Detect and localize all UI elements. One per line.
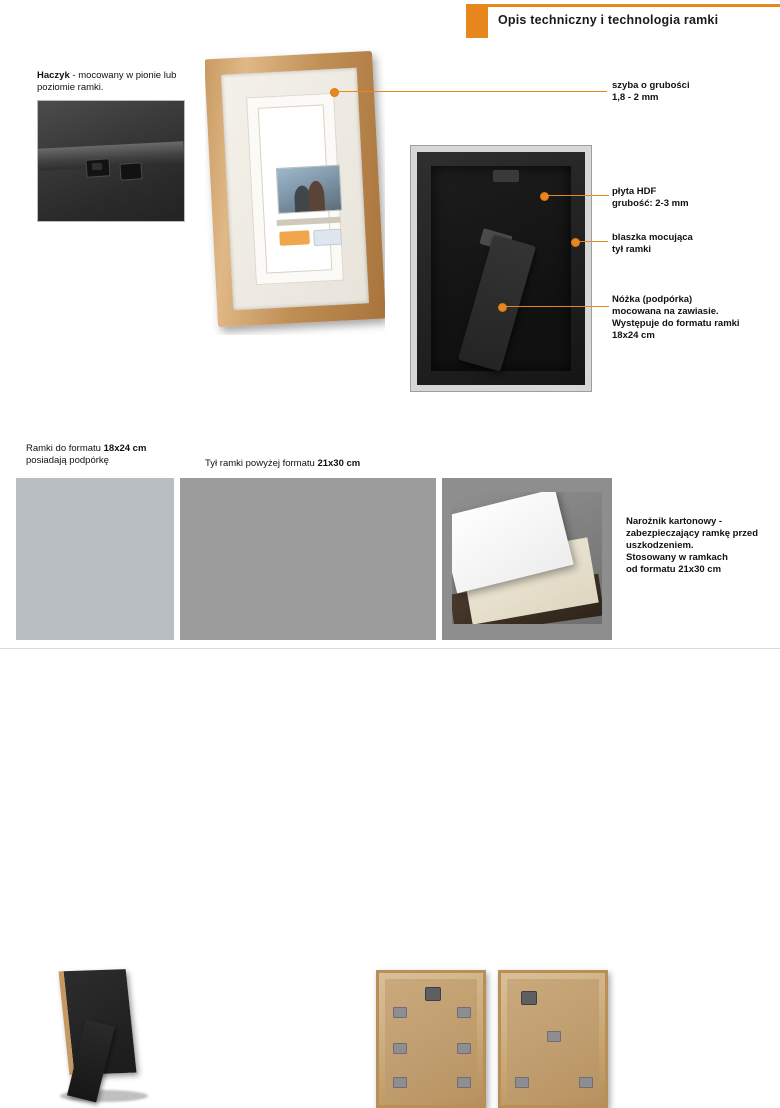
frame-back-moulding <box>417 152 585 385</box>
inserted-photo <box>276 165 342 214</box>
corner-annotation <box>626 516 776 576</box>
leg-annotation-line1: Nóżka (podpórka) <box>612 294 693 305</box>
photo-badge-gray <box>313 229 342 246</box>
clip-left-6 <box>457 1077 471 1088</box>
back-caption-format: 21x30 cm <box>317 458 361 469</box>
frame-moulding <box>205 51 385 327</box>
clip-left-5 <box>393 1077 407 1088</box>
hanger-right <box>521 991 537 1005</box>
plate-callout-dot <box>571 238 580 247</box>
frame-back-photo <box>410 145 592 392</box>
clip-right-2 <box>515 1077 529 1088</box>
corner-protector-photo <box>452 492 602 624</box>
glass-annotation <box>612 80 762 104</box>
glass-callout-line <box>337 91 607 92</box>
page-title: Opis techniczny i technologia ramki <box>498 13 719 27</box>
mounting-plate <box>493 170 519 182</box>
hdf-callout-line <box>547 195 609 196</box>
photo-caption-line <box>277 217 341 226</box>
leg-callout-dot <box>498 303 507 312</box>
plate-annotation-line2: tył ramki <box>612 244 652 255</box>
plate-callout-line <box>578 241 608 242</box>
photo-badge-orange <box>279 230 310 246</box>
hdf-annotation-line2: grubość: 2-3 mm <box>612 198 689 209</box>
hook-annotation-rest: - mocowany w pionie lub poziomie ramki. <box>37 70 177 93</box>
easel-caption-line1 <box>26 443 196 455</box>
leg-annotation-line2: mocowana na zawiasie. <box>612 306 719 317</box>
hook-rail <box>38 141 185 171</box>
leg-annotation <box>612 294 772 342</box>
leg-annotation-line4: 18x24 cm <box>612 330 655 341</box>
clip-left-3 <box>393 1043 407 1054</box>
clip-left-4 <box>457 1043 471 1054</box>
clip-left-2 <box>457 1007 471 1018</box>
plate-annotation <box>612 232 762 256</box>
glass-annotation-line2: 1,8 - 2 mm <box>612 92 659 103</box>
hanger-left <box>425 987 441 1001</box>
back-caption <box>205 458 445 470</box>
hdf-annotation <box>612 186 762 210</box>
easel-caption-format: 18x24 cm <box>103 443 147 454</box>
back-caption-line1 <box>205 458 445 470</box>
clip-right-1 <box>547 1031 561 1042</box>
wooden-frame-photo <box>205 45 385 335</box>
corner-annotation-line4: Stosowany w ramkach <box>626 552 728 563</box>
frame-glass <box>221 68 369 311</box>
hook-photo <box>37 100 185 222</box>
hook-annotation-bold: Haczyk <box>37 70 70 81</box>
leg-annotation-line3: Występuje do formatu ramki <box>612 318 740 329</box>
bottom-divider <box>0 648 780 649</box>
easel-caption-line1-a: Ramki do formatu <box>26 443 104 454</box>
hook-slot <box>92 163 102 170</box>
hdf-callout-dot <box>540 192 549 201</box>
easel-photo <box>16 478 174 640</box>
glass-annotation-line1: szyba o grubości <box>612 80 690 91</box>
easel-caption <box>26 443 196 467</box>
easel-caption-line2: posiadają podpórkę <box>26 455 109 466</box>
frame-mat-inner <box>258 104 333 273</box>
back-caption-line1-a: Tył ramki powyżej formatu <box>205 458 318 469</box>
corner-annotation-line2: zabezpieczający ramkę przed <box>626 528 759 539</box>
clip-right-3 <box>579 1077 593 1088</box>
plate-annotation-line1: blaszka mocująca <box>612 232 693 243</box>
hdf-annotation-line1: płyta HDF <box>612 186 657 197</box>
leg-callout-line <box>505 306 609 307</box>
easel-composition <box>58 970 150 1102</box>
frame-back-sample-right <box>498 970 608 1108</box>
glass-callout-dot <box>330 88 339 97</box>
corner-annotation-line5: od formatu 21x30 cm <box>626 564 722 575</box>
corner-annotation-line3: uszkodzeniem. <box>626 540 694 551</box>
hook-clip-secondary <box>119 162 142 180</box>
frame-backs-photo <box>180 478 436 640</box>
corner-annotation-line1: Narożnik kartonowy - <box>626 516 723 527</box>
frame-mat <box>246 93 344 285</box>
header-accent-block <box>466 4 488 38</box>
frame-back-sample-left <box>376 970 486 1108</box>
hook-annotation <box>37 70 205 94</box>
photo-figure-right <box>308 180 326 211</box>
clip-left-1 <box>393 1007 407 1018</box>
